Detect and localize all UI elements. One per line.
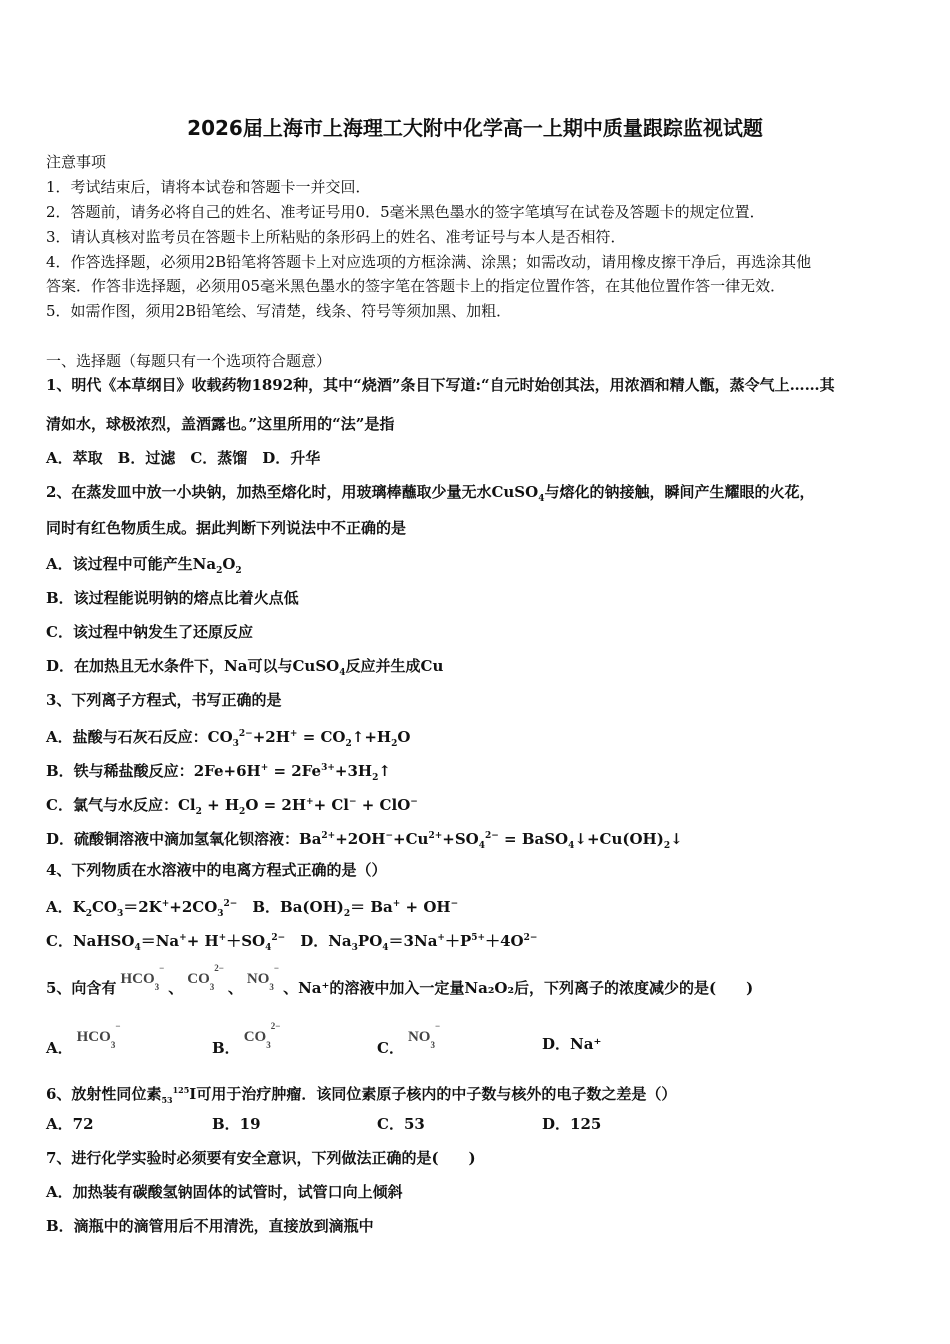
q1-options: A．萃取 B．过滤 C．蒸馏 D．升华 xyxy=(46,449,321,467)
q4-options-ab: A．$K_2CO_3=2K^++2CO_3^{2-}$ B．$Ba(OH)_2= Ba^+ + OH^-$ xyxy=(46,898,459,919)
q1-stem-cont: 清如水，球极浓烈，盖酒露也。”这里所用的“法”是指 xyxy=(46,415,395,433)
ion-image: $NO_3^-$ xyxy=(407,1021,441,1050)
q7-option-a: A．加热装有碳酸氢钠固体的试管时，试管口向上倾斜 xyxy=(46,1183,403,1201)
option-label: A．盐酸与石灰石反应： xyxy=(46,728,208,746)
subscript: 4 xyxy=(339,668,346,678)
q6-option-b: B．19 xyxy=(212,1115,261,1133)
q6-option-c: C．53 xyxy=(377,1115,425,1133)
q2-stem xyxy=(46,482,814,509)
q2-option-a xyxy=(46,554,242,581)
q6-option-d: D．125 xyxy=(542,1115,602,1133)
ion-image: $HCO_3^-$ xyxy=(120,963,165,992)
q3-option-b xyxy=(46,758,391,788)
page-title: 2026届上海市上海理工大附中化学高一上期中质量跟踪监视试题 xyxy=(187,116,763,140)
equation: $CO_3^{2-}+2H^+$ = $CO_2↑+H_2O$ xyxy=(207,728,411,749)
notice-item: 3．请认真核对监考员在答题卡上所粘贴的条形码上的姓名、准考证号与本人是否相符． xyxy=(46,228,626,246)
formula: CuSO xyxy=(292,657,340,675)
q7-option-b: B．滴瓶中的滴管用后不用清洗，直接放到滴瓶中 xyxy=(46,1217,374,1235)
q1-stem: 1、明代《本草纲目》收载药物1892种，其中“烧酒”条目下写道:“自元时始创其法，用浓酒和精人甑，蒸令气上……其 xyxy=(46,376,835,394)
equation: $Cl_2 + H_2O = 2H^++ Cl^- + ClO^-$ xyxy=(177,796,418,817)
option-label: C． xyxy=(377,1039,404,1057)
ion-image: $HCO_3^-$ xyxy=(76,1021,121,1050)
option-text: D．在加热且无水条件下， xyxy=(46,657,225,675)
notice-item: 2．答题前，请务必将自己的姓名、准考证号用0．5毫米黑色墨水的签字笔填写在试卷及答题卡的规定位置． xyxy=(46,203,765,221)
notice-item: 答案．作答非选择题，必须用05毫米黑色墨水的签字笔在答题卡上的指定位置作答，在其他位置作答一律无效． xyxy=(46,277,786,295)
q4-options-cd: C．NaHSO$_4$＝Na++ $H^++SO_4^{2-}$ D．$Na_3PO_4=3Na^++P^{5+}+4O^{2-}$ xyxy=(46,932,538,953)
q2-option-c: C．该过程中钠发生了还原反应 xyxy=(46,623,253,641)
ion-image: $CO_3^{2-}$ xyxy=(243,1021,281,1050)
subscript: 4 xyxy=(538,494,545,504)
q4-stem: 4、下列物质在水溶液中的电离方程式正确的是（） xyxy=(46,861,387,879)
option-label: C．氯气与水反应： xyxy=(46,796,178,814)
subscript: 2 xyxy=(235,566,242,576)
q5-stem-text: 5、向含有 xyxy=(46,979,117,997)
notice-heading: 注意事项 xyxy=(46,153,107,171)
notice-item: 5．如需作图，须用2B铅笔绘、写清楚，线条、符号等须加黑、加粗． xyxy=(46,302,512,320)
q6-stem-text: 可用于治疗肿瘤．该同位素原子核内的中子数与核外的电子数之差是（） xyxy=(196,1085,677,1103)
ion-image: $CO_3^{2-}$ xyxy=(187,963,224,992)
separator: 、 xyxy=(168,979,184,997)
q2-stem-cont: 同时有红色物质生成。据此判断下列说法中不正确的是 xyxy=(46,519,407,537)
equation: $Ba^{2+}+2OH^-+Cu^{2+}+SO_4^{2-}$ = $BaSO_4↓+Cu(OH)_2↓$ xyxy=(299,830,683,851)
equation: $2Fe+6H^+ = 2Fe^{3+}+3H_2↑$ xyxy=(193,762,391,783)
formula: Na xyxy=(224,657,248,675)
notice-item: 4．作答选择题，必须用2B铅笔将答题卡上对应选项的方框涂满、涂黑；如需改动，请用橡皮擦干净后，再选涂其他 xyxy=(46,253,812,271)
formula: Na xyxy=(192,555,217,573)
q6-stem-text: 6、放射性同位素 xyxy=(46,1085,162,1103)
notice-item: 1．考试结束后，请将本试卷和答题卡一并交回． xyxy=(46,178,371,196)
q5-option-c xyxy=(377,1021,444,1064)
section-heading: 一、选择题（每题只有一个选项符合题意） xyxy=(46,352,332,370)
q6-stem xyxy=(46,1080,676,1110)
option-text: 可以与 xyxy=(247,657,293,675)
q2-stem-text: 与熔化的钠接触，瞬间产生耀眼的火花， xyxy=(544,483,815,501)
subscript: 2 xyxy=(216,566,223,576)
formula: CuSO xyxy=(491,483,539,501)
formula: Cu xyxy=(420,657,444,675)
option-label: D．硫酸铜溶液中滴加氢氧化钡溶液： xyxy=(46,830,300,848)
q5-option-a xyxy=(46,1021,124,1064)
q3-stem: 3、下列离子方程式，书写正确的是 xyxy=(46,691,282,709)
q5-stem-text: 、Na⁺的溶液中加入一定量Na₂O₂后，下列离子的浓度减少的是( ) xyxy=(283,979,754,997)
q5-stem xyxy=(46,963,754,1004)
option-label: A． xyxy=(46,1039,73,1057)
formula: O xyxy=(222,555,236,573)
separator: 、 xyxy=(227,979,243,997)
option-text: 反应并生成 xyxy=(345,657,421,675)
q3-option-a xyxy=(46,724,410,754)
q3-option-c xyxy=(46,792,418,822)
q5-option-d: D．Na⁺ xyxy=(542,1035,602,1053)
option-label: B．铁与稀盐酸反应： xyxy=(46,762,194,780)
q3-option-d xyxy=(46,826,683,856)
option-text: A．该过程中可能产生 xyxy=(46,555,193,573)
isotope: $_{53}^{125}$I xyxy=(161,1085,197,1105)
q2-stem-text: 2、在蒸发皿中放一小块钠，加热至熔化时，用玻璃棒蘸取少量无水 xyxy=(46,483,492,501)
q6-option-a: A．72 xyxy=(46,1115,94,1133)
q7-stem: 7、进行化学实验时必须要有安全意识，下列做法正确的是( ) xyxy=(46,1149,476,1167)
ion-image: $NO_3^-$ xyxy=(246,963,280,992)
q5-option-b xyxy=(212,1021,284,1064)
option-label: B． xyxy=(212,1039,240,1057)
q2-option-d xyxy=(46,656,443,683)
q2-option-b: B．该过程能说明钠的熔点比着火点低 xyxy=(46,589,299,607)
